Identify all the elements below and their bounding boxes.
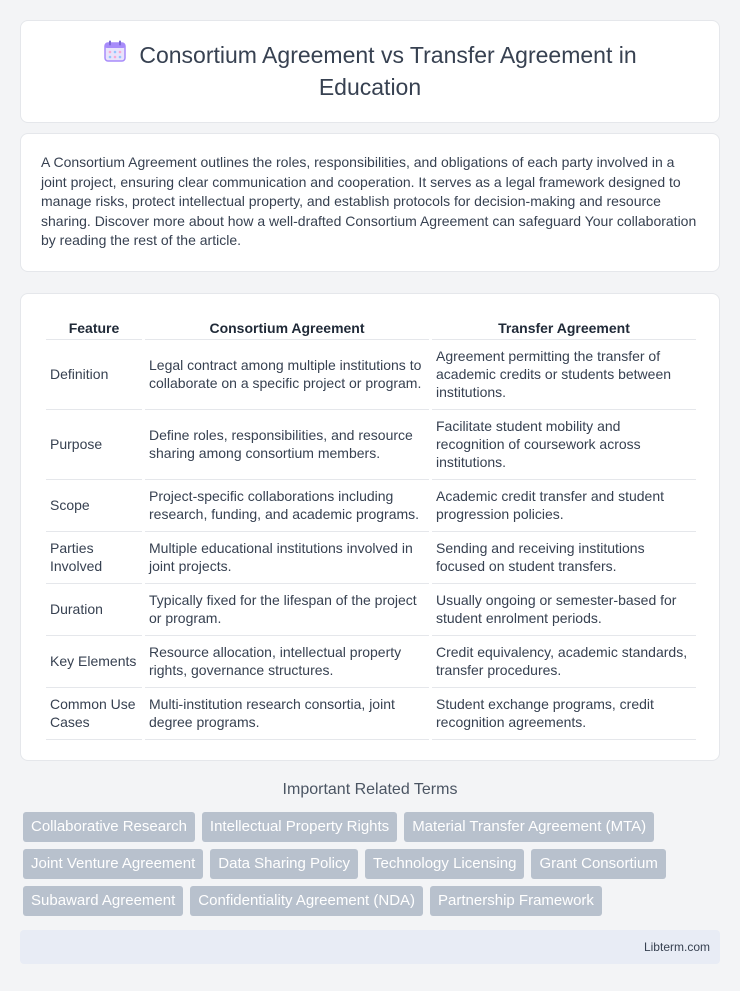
table-row (46, 532, 696, 584)
row-feature: Common Use Cases (46, 688, 142, 740)
row-transfer: Usually ongoing or semester-based for student enrolment periods. (432, 584, 696, 636)
comparison-table (43, 315, 699, 740)
tag-data-sharing-policy[interactable]: Data Sharing Policy (210, 849, 358, 879)
page-title: Consortium Agreement vs Transfer Agreement in Education (139, 42, 637, 100)
row-consortium: Resource allocation, intellectual property rights, governance structures. (145, 636, 429, 688)
row-feature: Key Elements (46, 636, 142, 688)
row-transfer: Agreement permitting the transfer of academic credits or students between institutions. (432, 340, 696, 410)
related-terms-section (0, 781, 740, 916)
related-terms-tags (0, 812, 740, 916)
calendar-icon (103, 39, 127, 70)
row-transfer: Credit equivalency, academic standards, transfer procedures. (432, 636, 696, 688)
row-consortium: Multiple educational institutions involved in joint projects. (145, 532, 429, 584)
tag-subaward-agreement[interactable]: Subaward Agreement (23, 886, 183, 916)
row-consortium: Legal contract among multiple institutions to collaborate on a specific project or program. (145, 340, 429, 410)
row-feature: Scope (46, 480, 142, 532)
row-feature: Purpose (46, 410, 142, 480)
page-title-wrap (51, 41, 689, 101)
table-row (46, 340, 696, 410)
row-consortium: Typically fixed for the lifespan of the project or program. (145, 584, 429, 636)
footer-brand-link[interactable]: Libterm.com (643, 939, 710, 954)
row-transfer: Facilitate student mobility and recognition of coursework across institutions. (432, 410, 696, 480)
tag-collaborative-research[interactable]: Collaborative Research (23, 812, 195, 842)
column-header-transfer: Transfer Agreement (432, 315, 696, 340)
tag-partnership-framework[interactable]: Partnership Framework (430, 886, 602, 916)
tag-confidentiality-agreement[interactable]: Confidentiality Agreement (NDA) (190, 886, 423, 916)
row-consortium: Project-specific collaborations including research, funding, and academic programs. (145, 480, 429, 532)
tag-intellectual-property-rights[interactable]: Intellectual Property Rights (202, 812, 397, 842)
table-row (46, 410, 696, 480)
row-transfer: Sending and receiving institutions focused on student transfers. (432, 532, 696, 584)
tag-material-transfer-agreement[interactable]: Material Transfer Agreement (MTA) (404, 812, 654, 842)
column-header-feature: Feature (46, 315, 142, 340)
comparison-card (20, 293, 720, 761)
tag-joint-venture-agreement[interactable]: Joint Venture Agreement (23, 849, 203, 879)
footer (20, 930, 720, 964)
row-consortium: Define roles, responsibilities, and resource sharing among consortium members. (145, 410, 429, 480)
related-terms-title: Important Related Terms (282, 780, 458, 798)
intro-card (20, 133, 720, 272)
table-row (46, 584, 696, 636)
table-row (46, 636, 696, 688)
row-transfer: Student exchange programs, credit recognition agreements. (432, 688, 696, 740)
title-card (20, 20, 720, 123)
row-feature: Definition (46, 340, 142, 410)
column-header-consortium: Consortium Agreement (145, 315, 429, 340)
table-header-row (46, 315, 696, 340)
table-row (46, 688, 696, 740)
tag-grant-consortium[interactable]: Grant Consortium (531, 849, 665, 879)
tag-technology-licensing[interactable]: Technology Licensing (365, 849, 524, 879)
row-transfer: Academic credit transfer and student progression policies. (432, 480, 696, 532)
row-feature: Duration (46, 584, 142, 636)
row-feature: Parties Involved (46, 532, 142, 584)
row-consortium: Multi-institution research consortia, joint degree programs. (145, 688, 429, 740)
intro-text: A Consortium Agreement outlines the roles, responsibilities, and obligations of each party involved in a joint project, ensuring clear communication and cooperation. It serves as a legal framework designed to manage risks, protect intellectual property, and establish protocols for decision-making and resource sharing. Discover more about how a well-drafted Consortium Agreement can safeguard Your collaboration by reading the rest of the article. (41, 154, 697, 248)
table-row (46, 480, 696, 532)
